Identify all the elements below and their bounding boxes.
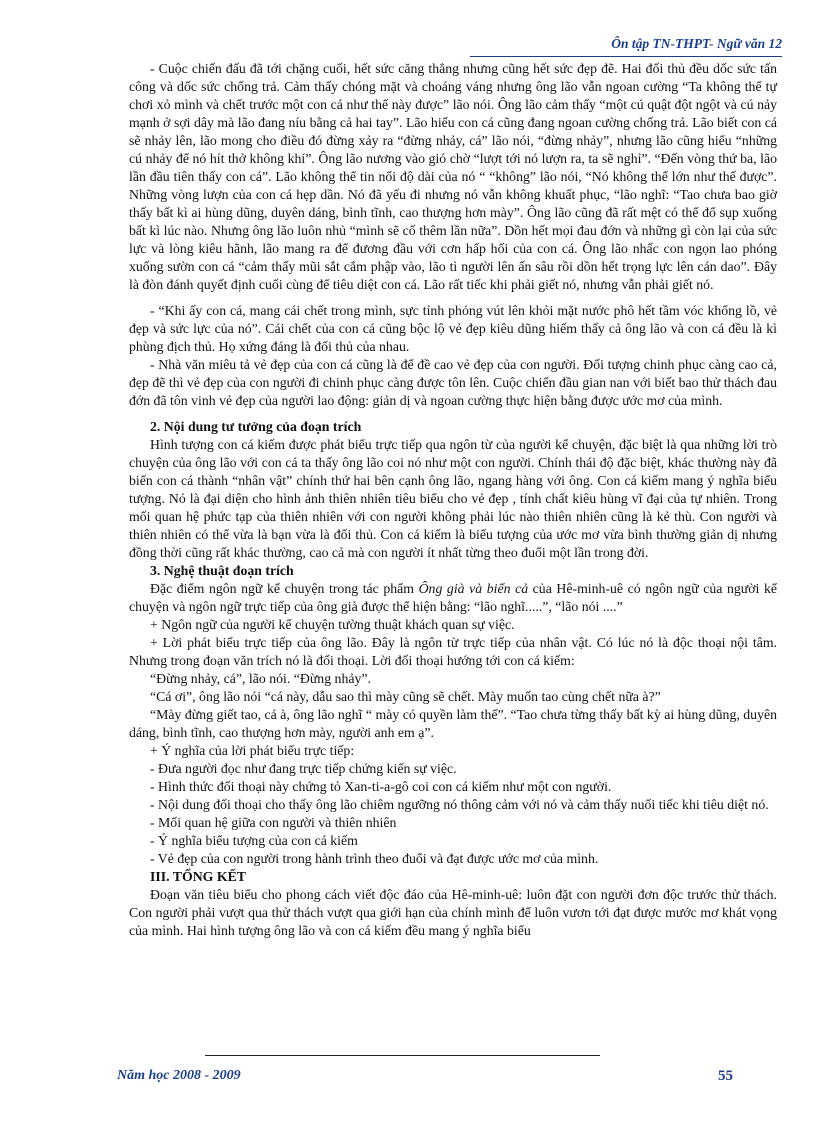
page-number: 55 bbox=[718, 1068, 733, 1084]
footer-rule bbox=[205, 1055, 600, 1056]
list-item: - Nội dung đối thoại cho thấy ông lão chiêm ngưỡng nó thông cảm với nó và cảm thấy nuối tiếc khi tiêu diệt nó. bbox=[150, 797, 769, 812]
work-title: Ông già và biển cả bbox=[418, 581, 529, 596]
paragraph-final-battle: - Cuộc chiến đấu đã tới chặng cuối, hết sức căng thẳng nhưng cũng hết sức đẹp đẽ. Hai đối thủ đều dốc sức tấn công và dốc sức chống trả. Cảm thấy chóng mặt và choáng váng nhưng ông lão vẫn ngoan cường “Ta không thể tự chơi xỏ mình và chết trước một con cá như thế này được” lão nói. Ông lão cảm thấy “một cú quật đột ngột và cú nảy mạnh ở sợi dây mà lão đang níu bằng cả hai tay”. Lão hiểu con cá cũng đang ngoan cường chống trả. Lão biết con cá sẽ nhảy lên, lão mong cho điều đó đừng xảy ra “đừng nhảy, cá” lão nói, “đừng nhảy”, nhưng lão cũng hiểu “những cú nhảy để nó hít thở không khí”. Ông lão nương vào gió chờ “lượt tới nó lượn ra, ta sẽ nghỉ”. “Đến vòng thứ ba, lão lần đầu tiên thấy con cá”. Lão không thể tin nổi độ dài của nó “ “không” lão nói, “Nó không thể lớn như thế được”. Những vòng lượn của con cá hẹp dần. Nó đã yếu đi nhưng nó vẫn không khuất phục, “lão nghĩ: “Tao chưa bao giờ thấy bất kì ai hùng dũng, duyên dáng, bình tĩnh, cao thượng hơn mày”. Ông lão cũng đã rất mệt có thể đổ sụp xuống bất kì lúc nào. Nhưng ông lão luôn nhủ “mình sẽ cố thêm lần nữa”. Dồn hết mọi đau đớn và những gì còn lại của sức lực và lòng kiêu hãnh, lão mang ra để đương đầu với cơn hấp hối của con cá. Ông lão nhấc con ngọn lao phóng xuống sườn con cá “cảm thấy mũi sắt cắm phập vào, lão tì người lên ấn sâu rồi dồn hết trọng lực lên cán dao”. Đây là đòn đánh quyết định cuối cùng để tiêu diệt con cá. Lão rất tiếc khi phải giết nó, nhưng vẫn phải giết nó. bbox=[129, 61, 777, 292]
quote-line: “Đừng nhảy, cá”, lão nói. “Đừng nhảy”. bbox=[150, 671, 371, 686]
paragraph-summary: Đoạn văn tiêu biểu cho phong cách viết độc đáo của Hê-minh-uê: luôn đặt con người đơn độc trước thử thách. Con người phải vượt qua thử thách vượt qua giới hạn của chính mình để luôn vươn tới đạt được mước mơ khát vọng của mình. Hai hình tượng ông lão và con cá kiếm đều mang ý nghĩa biểu bbox=[129, 887, 777, 938]
footer-school-year bbox=[117, 1068, 241, 1084]
list-item: - Mối quan hệ giữa con người và thiên nhiên bbox=[150, 815, 397, 830]
list-item: - Đưa người đọc như đang trực tiếp chứng kiến sự việc. bbox=[150, 761, 457, 776]
quote-line: “Cá ơi”, ông lão nói “cá này, dẫu sao thì mày cũng sẽ chết. Mày muốn tao cùng chết nữa à?” bbox=[150, 689, 661, 704]
text-fragment: Đặc điểm ngôn ngữ kể chuyện trong tác phẩm bbox=[150, 581, 419, 596]
paragraph-content-ideas: Hình tượng con cá kiếm được phát biểu trực tiếp qua ngôn từ của người kể chuyện, đặc biệt là qua những lời trò chuyện của ông lão với con cá ta thấy ông lão coi nó như một con người. Chính thái độ đặc biệt, khác thường này đã biến con cá thành “nhân vật” chính thứ hai bên cạnh ông lão, ngang hàng với ông. Con cá kiếm mang ý nghĩa biểu tượng. Nó là đại diện cho hình ảnh thiên nhiên tiêu biểu cho vẻ đẹp , tính chất kiêu hùng vĩ đại của tự nhiên. Trong mối quan hệ phức tạp của thiên nhiên với con người không phải lúc nào thiên nhiên cũng là kẻ thù. Con người và thiên nhiên có thể vừa là bạn vừa là đối thủ. Con cá kiếm là biểu tượng của ước mơ vừa bình thường giản dị nhưng đồng thời cũng rất khác thường, cao cả mà con người ít nhất từng theo đuổi một lần trong đời. bbox=[129, 437, 777, 560]
list-item: + Lời phát biểu trực tiếp của ông lão. Đây là ngôn từ trực tiếp của nhân vật. Có lúc nó là độc thoại nội tâm. Nhưng trong đoạn văn trích nó là đối thoại. Lời đối thoại hướng tới con cá kiếm: bbox=[129, 635, 777, 668]
page-header-title: Ôn tập TN-THPT- Ngữ văn 12 bbox=[611, 36, 782, 51]
paragraph-human-beauty: - Nhà văn miêu tả vẻ đẹp của con cá cũng là để đề cao vẻ đẹp của con người. Đối tượng chinh phục càng cao cả, đẹp đẽ thì vẻ đẹp của con người đi chinh phục càng được tôn lên. Cuộc chiến đầu gian nan với biết bao thử thách đau đớn đã tôn vinh vẻ đẹp của người lao động: giản dị và ngoan cường thực hiện bằng được ước mơ của mình. bbox=[129, 357, 777, 408]
list-item: - Ý nghĩa biểu tượng của con cá kiếm bbox=[150, 833, 358, 848]
footer-year-label: Năm học bbox=[117, 1068, 170, 1083]
section-heading-content: 2. Nội dung tư tưởng của đoạn trích bbox=[150, 419, 362, 434]
footer-year-value: 2008 - 2009 bbox=[173, 1068, 241, 1083]
section-heading-summary: III. TỔNG KẾT bbox=[150, 869, 246, 884]
section-heading-art: 3. Nghệ thuật đoạn trích bbox=[150, 563, 294, 578]
list-item: - Vẻ đẹp của con người trong hành trình theo đuổi và đạt được ước mơ của mình. bbox=[150, 851, 599, 866]
list-item: - Hình thức đối thoại này chứng tỏ Xan-ti-a-gô coi con cá kiếm như một con người. bbox=[150, 779, 612, 794]
paragraph-language-features bbox=[129, 580, 777, 616]
header-rule bbox=[470, 56, 782, 57]
paragraph-fish-death: - “Khi ấy con cá, mang cái chết trong mình, sực tỉnh phóng vút lên khỏi mặt nước phô hết tầm vóc khổng lồ, vẻ đẹp và sức lực của nó”. Cái chết của con cá cũng bộc lộ vẻ đẹp kiêu dũng hiếm thấy cả ông lão và con cá đều là kì phùng địch thủ. Họ xứng đáng là đối thủ của nhau. bbox=[129, 303, 777, 354]
document-body bbox=[129, 60, 777, 940]
list-item: + Ý nghĩa của lời phát biểu trực tiếp: bbox=[150, 743, 355, 758]
list-item: + Ngôn ngữ của người kể chuyện tường thuật khách quan sự việc. bbox=[150, 617, 515, 632]
text-fragment: của Hê-minh-uê có ngôn ngữ của người kể chuyện và ngôn ngữ trực tiếp của ông già được thể hiện bằng: “lão nghĩ.....”, “lão nói ....” bbox=[129, 581, 777, 614]
quote-line: “Mày đừng giết tao, cá à, ông lão nghĩ “ mày có quyền làm thế”. “Tao chưa từng thấy bất kỳ ai hùng dũng, duyên dáng, bình tĩnh, cao thượng hơn mày, người anh em ạ”. bbox=[129, 707, 777, 740]
